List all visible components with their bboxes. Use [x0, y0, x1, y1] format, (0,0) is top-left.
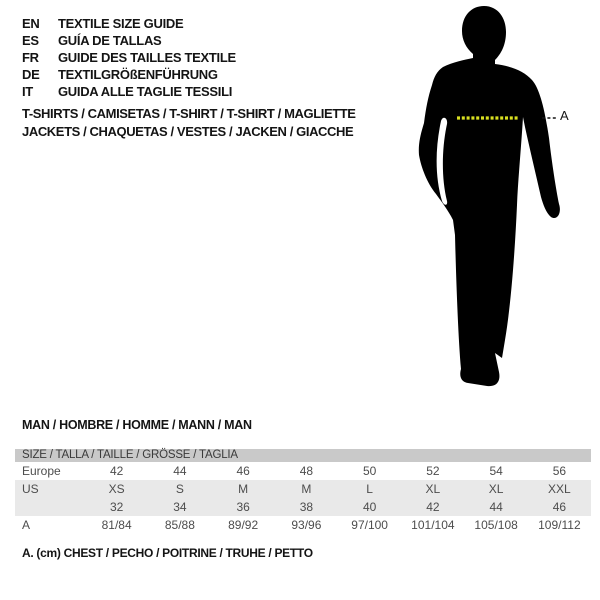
garment-categories — [22, 105, 356, 141]
table-cell: 54 — [489, 464, 503, 478]
table-cell: 56 — [552, 464, 567, 478]
table-cell: 101/104 — [411, 518, 455, 532]
table-cell: 81/84 — [101, 518, 132, 532]
table-cell: 48 — [299, 464, 314, 478]
language-code: ES — [22, 33, 39, 48]
table-cell: 52 — [426, 464, 440, 478]
table-row-chest-a — [15, 516, 591, 534]
category-line-tshirts: T-SHIRTS / CAMISETAS / T-SHIRT / T-SHIRT / MAGLIETTE — [22, 106, 356, 121]
language-list — [22, 15, 236, 100]
table-cell: 46 — [552, 500, 567, 514]
table-cell: 34 — [173, 500, 187, 514]
table-row-europe — [15, 462, 591, 480]
row-label: A — [22, 518, 31, 532]
row-label — [15, 498, 85, 516]
table-cell: 42 — [426, 500, 440, 514]
section-title-man: MAN / HOMBRE / HOMME / MANN / MAN — [22, 418, 252, 432]
language-code: EN — [22, 16, 40, 31]
table-cell: M — [238, 482, 249, 496]
table-cell: 97/100 — [351, 518, 388, 532]
category-line-jackets: JACKETS / CHAQUETAS / VESTES / JACKEN / GIACCHE — [22, 124, 354, 139]
table-cell: 89/92 — [228, 518, 259, 532]
table-cell: 50 — [362, 464, 377, 478]
table-cell: M — [301, 482, 312, 496]
row-label: US — [22, 482, 39, 496]
table-cell: 85/88 — [164, 518, 195, 532]
table-cell: XS — [108, 482, 125, 496]
table-cell: XL — [425, 482, 441, 496]
table-cell: L — [366, 482, 373, 496]
table-cell: 40 — [362, 500, 377, 514]
table-cell: 44 — [489, 500, 503, 514]
language-label: TEXTILGRÖßENFÜHRUNG — [58, 67, 218, 82]
table-cell: 109/112 — [538, 518, 581, 532]
man-silhouette-svg — [415, 5, 575, 395]
table-cell: 36 — [236, 500, 250, 514]
table-cell: 93/96 — [291, 518, 322, 532]
measurement-a-label: A — [560, 108, 569, 123]
table-row-us — [15, 480, 591, 498]
size-table — [15, 449, 591, 534]
language-row-en — [22, 15, 236, 32]
table-cell: 38 — [299, 500, 314, 514]
language-label: GUÍA DE TALLAS — [58, 33, 162, 48]
language-row-it — [22, 83, 236, 100]
row-label: Europe — [22, 464, 61, 478]
table-cell: XXL — [548, 482, 571, 496]
language-code: FR — [22, 50, 39, 65]
table-cell: 44 — [173, 464, 187, 478]
table-cell: 46 — [236, 464, 250, 478]
man-silhouette-figure — [415, 5, 575, 395]
language-code: DE — [22, 67, 40, 82]
chest-measurement-footnote: A. (cm) CHEST / PECHO / POITRINE / TRUHE / PETTO — [22, 546, 313, 560]
table-cell: 42 — [109, 464, 124, 478]
table-cell: 32 — [109, 500, 124, 514]
table-cell: XL — [488, 482, 504, 496]
language-row-de — [22, 66, 236, 83]
language-row-es — [22, 32, 236, 49]
table-cell: S — [175, 482, 184, 496]
language-row-fr — [22, 49, 236, 66]
language-code: IT — [22, 84, 33, 99]
table-row-us-numeric — [15, 498, 591, 516]
size-table-header: SIZE / TALLA / TAILLE / GRÖSSE / TAGLIA — [15, 449, 591, 462]
language-label: GUIDA ALLE TAGLIE TESSILI — [58, 84, 233, 99]
table-cell: 105/108 — [474, 518, 518, 532]
language-label: GUIDE DES TAILLES TEXTILE — [58, 50, 236, 65]
language-label: TEXTILE SIZE GUIDE — [58, 16, 184, 31]
man-silhouette-body — [419, 6, 560, 386]
